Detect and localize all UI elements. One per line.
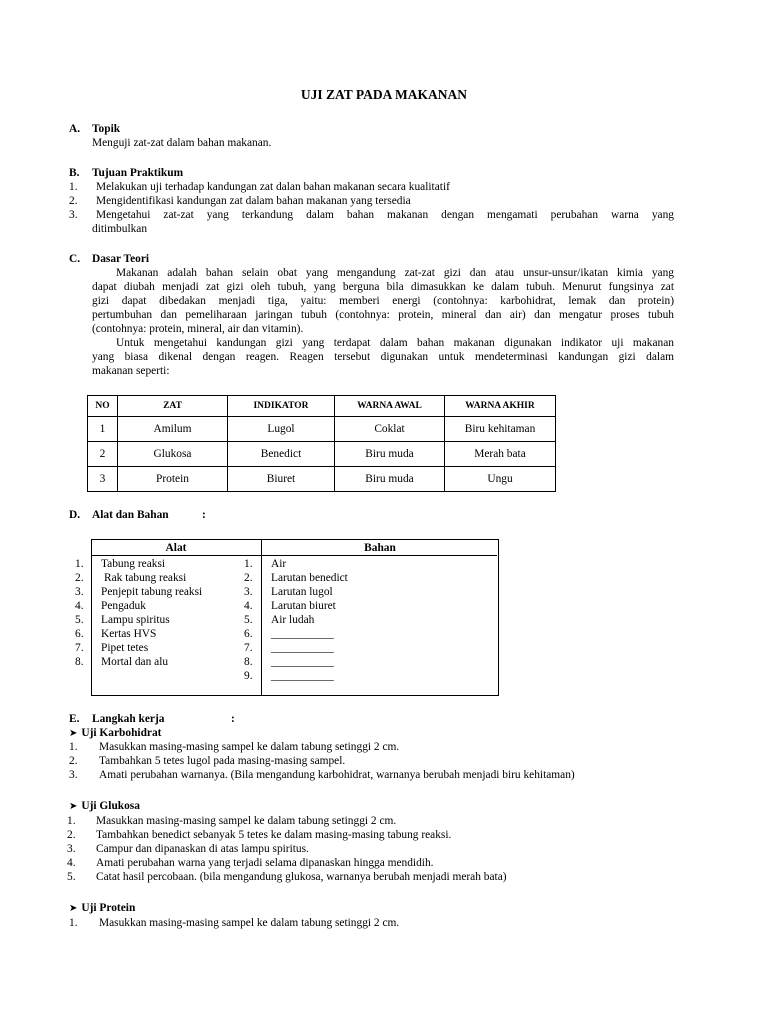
bahan-blank: ___________: [271, 656, 334, 668]
bahan-blank: ___________: [271, 642, 334, 654]
list-item-number: 3.: [75, 586, 84, 598]
alat-item: Pengaduk: [101, 600, 146, 612]
paragraph-line: (contohnya: protein, mineral, air dan vitamin).: [92, 323, 304, 335]
subheading-text: Uji Karbohidrat: [81, 727, 162, 739]
uji-karbohidrat-heading: [69, 726, 161, 741]
list-item-number: 4.: [75, 600, 84, 612]
table-header-row: [88, 396, 556, 417]
list-item-number: 2.: [67, 829, 76, 841]
subheading-text: Uji Glukosa: [81, 800, 140, 812]
list-item-number: 3.: [67, 843, 76, 855]
section-e-colon: :: [231, 713, 235, 725]
list-item-number: 1.: [67, 815, 76, 827]
list-item-number: 2.: [69, 755, 78, 767]
list-item-continuation: ditimbulkan: [92, 223, 148, 235]
indicator-table: [87, 395, 556, 492]
table-cell: Benedict: [228, 442, 335, 467]
list-item: Melakukan uji terhadap kandungan zat dalan bahan makanan secara kualitatif: [96, 181, 450, 193]
list-item-number: 7.: [75, 642, 84, 654]
list-item-number: 1.: [69, 741, 78, 753]
table-row: [88, 417, 556, 442]
section-a-letter: A.: [69, 123, 81, 135]
step-item: Catat hasil percobaan. (bila mengandung glukosa, warnanya berubah menjadi merah bata): [96, 871, 507, 883]
alat-item: Pipet tetes: [101, 642, 149, 654]
step-item: Campur dan dipanaskan di atas lampu spiritus.: [96, 843, 309, 855]
table-row: [88, 467, 556, 492]
paragraph-line: gizi dapat dibedakan menjadi tiga, yaitu: memberi energi (contohnya: karbohidrat, lemak dan protein): [92, 295, 674, 307]
list-item-number: 6.: [244, 628, 253, 640]
list-item-number: 9.: [244, 670, 253, 682]
step-item: Masukkan masing-masing sampel ke dalam tabung setinggi 2 cm.: [99, 917, 400, 929]
paragraph-line: Untuk mengetahui kandungan gizi yang terdapat dalam bahan makanan digunakan indikator uji makanan: [116, 337, 674, 349]
alat-item: Mortal dan alu: [101, 656, 169, 668]
uji-protein-heading: [69, 901, 135, 916]
arrow-bullet-icon: ➤: [69, 728, 78, 739]
section-b-heading: Tujuan Praktikum: [92, 167, 184, 179]
alat-bahan-column-divider: [261, 539, 262, 696]
uji-glukosa-heading: [69, 799, 140, 814]
page-title: UJI ZAT PADA MAKANAN: [300, 87, 468, 102]
table-row: [88, 442, 556, 467]
bahan-item: Air: [271, 558, 287, 570]
list-item-number: 7.: [244, 642, 253, 654]
list-item-number: 5.: [75, 614, 84, 626]
table-cell: Biru kehitaman: [445, 417, 556, 442]
table-cell: Merah bata: [445, 442, 556, 467]
table-cell: Biuret: [228, 467, 335, 492]
list-item-number: 3.: [69, 209, 78, 221]
step-item: Amati perubahan warnanya. (Bila mengandung karbohidrat, warnanya berubah menjadi biru kehitaman): [99, 769, 575, 781]
list-item-number: 6.: [75, 628, 84, 640]
list-item: Mengidentifikasi kandungan zat dalam bahan makanan yang tersedia: [96, 195, 411, 207]
table-header-cell: WARNA AWAL: [335, 396, 445, 417]
section-c-letter: C.: [69, 253, 81, 265]
step-item: Masukkan masing-masing sampel ke dalam tabung setinggi 2 cm.: [96, 815, 397, 827]
list-item-number: 1.: [75, 558, 84, 570]
table-cell: Biru muda: [335, 442, 445, 467]
bahan-item: Larutan lugol: [271, 586, 333, 598]
list-item-number: 4.: [67, 857, 76, 869]
section-a-heading: Topik: [92, 123, 121, 135]
list-item-number: 3.: [69, 769, 78, 781]
alat-item: Kertas HVS: [101, 628, 157, 640]
alat-column-header: Alat: [165, 542, 187, 554]
list-item-number: 2.: [69, 195, 78, 207]
table-cell: Lugol: [228, 417, 335, 442]
bahan-column-header: Bahan: [364, 542, 396, 554]
list-item-number: 4.: [244, 600, 253, 612]
arrow-bullet-icon: ➤: [69, 801, 78, 812]
list-item-number: 1.: [244, 558, 253, 570]
bahan-item: Larutan biuret: [271, 600, 336, 612]
paragraph-line: Makanan adalah bahan selain obat yang mengandung zat-zat gizi dan atau unsur-unsur/ikatan kimia yang: [116, 267, 674, 279]
section-d-letter: D.: [69, 509, 81, 521]
section-d-heading: Alat dan Bahan: [92, 509, 169, 521]
section-b-letter: B.: [69, 167, 80, 179]
paragraph-line: dapat diubah menjadi zat gizi oleh tubuh, yang berguna bila dimasukkan ke dalam tubuh. Menurut fungsinya zat: [92, 281, 674, 293]
list-item-number: 8.: [75, 656, 84, 668]
table-cell: Amilum: [118, 417, 228, 442]
bahan-item: Larutan benedict: [271, 572, 348, 584]
table-header-cell: WARNA AKHIR: [445, 396, 556, 417]
list-item-number: 1.: [69, 181, 78, 193]
arrow-bullet-icon: ➤: [69, 903, 78, 914]
table-cell: 3: [88, 467, 118, 492]
table-header-cell: INDIKATOR: [228, 396, 335, 417]
section-e-letter: E.: [69, 713, 80, 725]
table-cell: Glukosa: [118, 442, 228, 467]
step-item: Amati perubahan warna yang terjadi selama dipanaskan hingga mendidih.: [96, 857, 434, 869]
bahan-blank: ___________: [271, 628, 334, 640]
section-c-heading: Dasar Teori: [92, 253, 150, 265]
paragraph-line: yang biasa dikenal dengan reagen. Reagen tersebut digunakan untuk mendeterminasi kandungan gizi dalam: [92, 351, 674, 363]
table-cell: 1: [88, 417, 118, 442]
step-item: Tambahkan 5 tetes lugol pada masing-masing sampel.: [99, 755, 346, 767]
list-item-number: 3.: [244, 586, 253, 598]
step-item: Masukkan masing-masing sampel ke dalam tabung setinggi 2 cm.: [99, 741, 400, 753]
list-item-number: 1.: [69, 917, 78, 929]
step-item: Tambahkan benedict sebanyak 5 tetes ke dalam masing-masing tabung reaksi.: [96, 829, 452, 841]
section-d-colon: :: [202, 509, 206, 521]
list-item-number: 2.: [75, 572, 84, 584]
list-item-number: 2.: [244, 572, 253, 584]
section-e-heading: Langkah kerja: [92, 713, 165, 725]
bahan-blank: ___________: [271, 670, 334, 682]
table-header-cell: NO: [88, 396, 118, 417]
list-item-number: 8.: [244, 656, 253, 668]
alat-item: Tabung reaksi: [101, 558, 166, 570]
table-cell: 2: [88, 442, 118, 467]
list-item: Mengetahui zat-zat yang terkandung dalam bahan makanan dengan mengamati perubahan warna yang: [96, 209, 674, 221]
table-cell: Ungu: [445, 467, 556, 492]
alat-item: Penjepit tabung reaksi: [101, 586, 203, 598]
alat-item: Lampu spiritus: [101, 614, 170, 626]
alat-item: Rak tabung reaksi: [104, 572, 187, 584]
list-item-number: 5.: [244, 614, 253, 626]
subheading-text: Uji Protein: [81, 902, 136, 914]
table-cell: Coklat: [335, 417, 445, 442]
table-cell: Biru muda: [335, 467, 445, 492]
table-cell: Protein: [118, 467, 228, 492]
paragraph-line: pertumbuhan dan pemeliharaan jaringan tubuh (contohnya: protein, mineral dan air) dan mengatur proses tubuh: [92, 309, 674, 321]
list-item-number: 5.: [67, 871, 76, 883]
paragraph-line: makanan seperti:: [92, 365, 170, 377]
table-header-cell: ZAT: [118, 396, 228, 417]
section-a-text: Menguji zat-zat dalam bahan makanan.: [92, 137, 272, 149]
alat-bahan-header-divider: [91, 555, 497, 556]
bahan-item: Air ludah: [271, 614, 315, 626]
